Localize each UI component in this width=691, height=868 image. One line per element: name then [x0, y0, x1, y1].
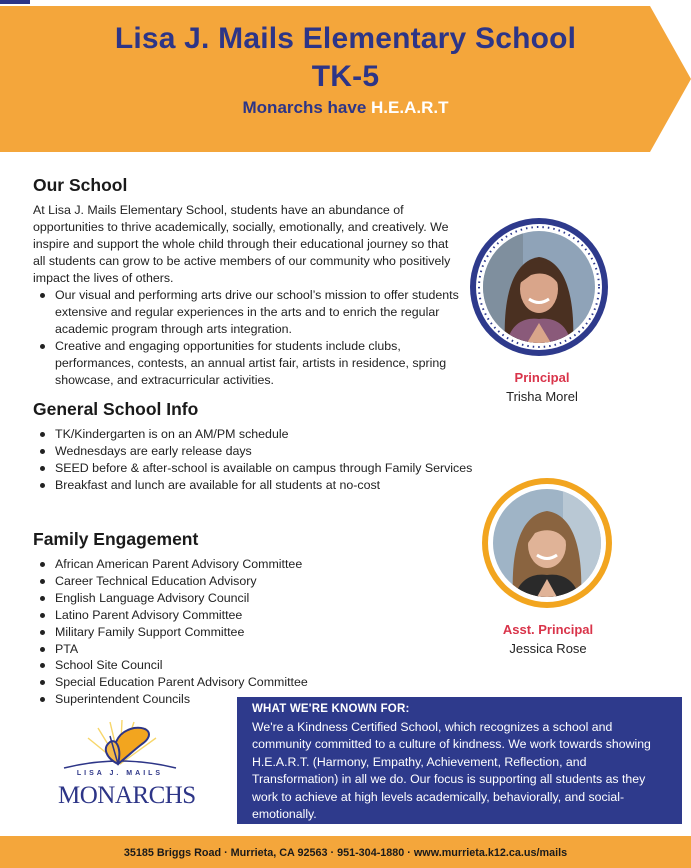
list-item: Special Education Parent Advisory Committee [38, 674, 338, 691]
principal-role: Principal [514, 370, 570, 385]
tagline [0, 98, 691, 118]
family-engagement-heading: Family Engagement [33, 529, 199, 549]
principal-portrait-image [483, 231, 595, 343]
school-title: Lisa J. Mails Elementary School [114, 22, 577, 55]
asst-principal-name: Jessica Rose [509, 641, 587, 656]
known-for-title: WHAT WE'RE KNOWN FOR: [252, 703, 410, 715]
family-engagement-list [38, 556, 338, 708]
list-item: Breakfast and lunch are available for all students at no-cost [38, 477, 508, 494]
our-school-list [38, 287, 463, 388]
list-item: TK/Kindergarten is on an AM/PM schedule [38, 426, 508, 443]
our-school-heading: Our School [33, 175, 128, 195]
list-item: English Language Advisory Council [38, 590, 338, 607]
logo-main-text: MONARCHS [58, 782, 196, 809]
list-item: Career Technical Education Advisory [38, 573, 338, 590]
tagline-heart: H.E.A.R.T [371, 98, 449, 117]
list-item: School Site Council [38, 657, 338, 674]
list-item: Creative and engaging opportunities for students include clubs, performances, contests, an annual artist fair, artists in residence, spring showcase, and extracurricular activities. [38, 338, 463, 389]
list-item: Wednesdays are early release days [38, 443, 508, 460]
known-for-body: We're a Kindness Certified School, which recognizes a school and community committed to a culture of kindness. We work towards showing H.E.A.R.T. (Harmony, Empathy, Achievement, Reflection, and Transformation) in all we do. Our focus is supporting all students as they work to achieve at high levels academically, behaviorally, and social-emotionally. [252, 720, 651, 822]
list-item: Our visual and performing arts drive our school’s mission to offer students extensive and regular experiences in the arts and to enrich the regular academic program through arts integration. [38, 287, 463, 338]
tagline-prefix: Monarchs have [242, 98, 367, 117]
asst-principal-photo [493, 489, 601, 597]
grade-range: TK-5 [311, 60, 380, 93]
asst-principal-portrait-image [493, 489, 601, 597]
list-item: PTA [38, 641, 338, 658]
known-for-box [237, 697, 682, 824]
principal-photo [483, 231, 595, 343]
header-accent-line [0, 0, 30, 4]
list-item: SEED before & after-school is available on campus through Family Services [38, 460, 508, 477]
logo-small-text: LISA J. MAILS [76, 770, 164, 777]
general-info-heading: General School Info [33, 399, 199, 419]
our-school-paragraph: At Lisa J. Mails Elementary School, students have an abundance of opportunities to thrive academically, socially, emotionally, and creatively. We inspire and support the whole child through their educational journey so that all students can grow to be active members of our community who positively impact the lives of others. [33, 203, 451, 285]
list-item: African American Parent Advisory Committee [38, 556, 338, 573]
list-item: Superintendent Councils [38, 691, 338, 708]
footer-contact: 35185 Briggs Road · Murrieta, CA 92563 · 951-304-1880 · www.murrieta.k12.ca.us/mails [0, 836, 691, 868]
asst-principal-role: Asst. Principal [502, 622, 594, 637]
list-item: Latino Parent Advisory Committee [38, 607, 338, 624]
list-item: Military Family Support Committee [38, 624, 338, 641]
principal-name: Trisha Morel [506, 389, 578, 404]
general-info-list [38, 426, 508, 494]
